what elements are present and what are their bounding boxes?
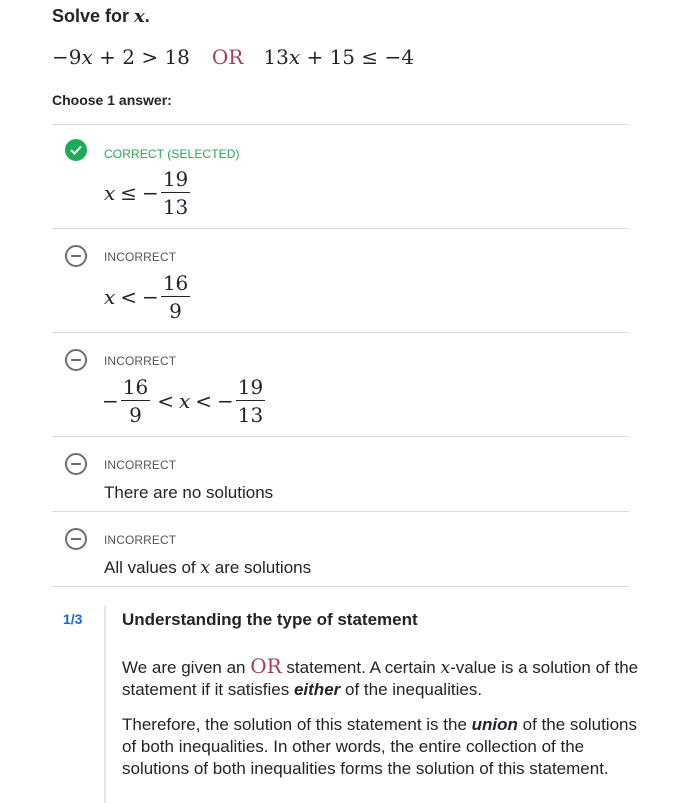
fraction: $\frac{19}{13}$ [162, 167, 189, 219]
choice-2-math: x < − $\frac{16}{9}$ [104, 271, 189, 323]
status-incorrect: INCORRECT [104, 354, 177, 368]
or-keyword: OR [250, 654, 282, 678]
question-title: Solve for x. [52, 6, 150, 27]
choose-answer-label: Choose 1 answer: [52, 92, 172, 108]
question-inequality: −9x + 2 > 18 OR 13x + 15 ≤ −4 [52, 45, 414, 69]
minus-circle-icon [65, 528, 87, 550]
status-incorrect: INCORRECT [104, 533, 177, 547]
status-correct: CORRECT (SELECTED) [104, 147, 240, 161]
choice-3-math: − $\frac{16}{9}$ < x < − $\frac{19}{13}$ [102, 375, 264, 427]
choice-3[interactable] [52, 332, 629, 436]
status-incorrect: INCORRECT [104, 250, 177, 264]
minus-circle-icon [65, 453, 87, 475]
hint-counter: 1/3 [63, 611, 83, 627]
hint-paragraph-1: We are given an OR statement. A certain x-value is a solution of the statement if it satisfies either of the inequalities. [122, 654, 639, 699]
status-incorrect: INCORRECT [104, 458, 177, 472]
fraction: $\frac{16}{9}$ [162, 271, 189, 323]
choice-2[interactable] [52, 228, 629, 332]
minus-circle-icon [65, 245, 87, 267]
hint-divider [104, 605, 106, 803]
hint-title: Understanding the type of statement [122, 610, 418, 629]
choice-5-text: All values of x are solutions [104, 558, 312, 578]
choice-4-text: There are no solutions [104, 483, 274, 502]
or-keyword: OR [211, 45, 244, 69]
choice-4[interactable] [52, 436, 629, 511]
choice-1-math: x ≤ − $\frac{19}{13}$ [104, 167, 189, 219]
choice-5[interactable] [52, 511, 629, 587]
answer-choices [52, 124, 629, 587]
fraction: $\frac{19}{13}$ [237, 375, 264, 427]
choice-1[interactable] [52, 124, 629, 228]
fraction: $\frac{16}{9}$ [122, 375, 149, 427]
hint-paragraph-2: Therefore, the solution of this statement is the union of the solutions of both inequalities. In other words, the entire collection of the solutions of both inequalities forms the solution of this statement. [122, 715, 637, 778]
checkmark-icon [65, 139, 87, 161]
minus-circle-icon [65, 349, 87, 371]
